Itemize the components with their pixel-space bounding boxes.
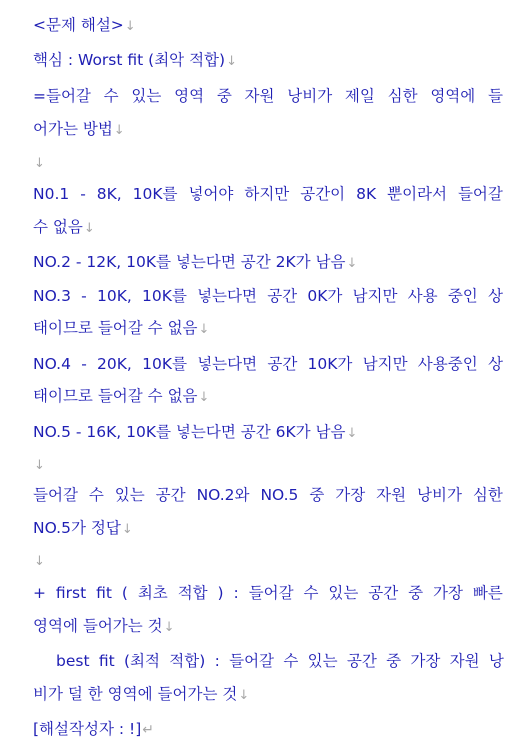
word: 넣어야 (188, 185, 234, 203)
text-line (33, 354, 503, 374)
word: 있는 (307, 652, 338, 670)
word: 0K가 (307, 287, 343, 305)
word: 자원 (449, 652, 480, 670)
word: 중 (386, 652, 402, 670)
empty-line (33, 152, 45, 174)
word: 가장 (432, 584, 463, 602)
word: 공간 (346, 652, 377, 670)
word: 10K를 (142, 355, 187, 373)
word: 제일 (344, 87, 375, 105)
text-line: 어가는 방법↓ (33, 120, 125, 138)
word: 들어갈 (33, 486, 78, 504)
word: 공간이 (300, 185, 346, 203)
word: - (81, 287, 87, 305)
word: - (80, 185, 86, 203)
word: 10K를 (132, 185, 178, 203)
paragraph-mark-icon: ↓ (121, 522, 133, 537)
word: 사용 (407, 287, 438, 305)
word: best (56, 652, 90, 670)
word: 영역 (174, 87, 205, 105)
word: 가장 (410, 652, 441, 670)
word: 뿐이라서 (387, 185, 447, 203)
word: 있는 (131, 87, 162, 105)
word: NO.5 (260, 486, 299, 504)
text-line (33, 485, 503, 505)
paragraph-mark-icon: ↓ (113, 123, 125, 138)
paragraph-mark-icon: ↓ (226, 54, 237, 69)
text-line (33, 286, 503, 306)
word: 중 (216, 87, 232, 105)
word: 하지만 (244, 185, 290, 203)
word: NO.4 (33, 355, 71, 373)
word: 중인 (447, 287, 478, 305)
paragraph-mark-icon: ↓ (198, 390, 210, 405)
word: ( (121, 584, 128, 602)
word: 수 (88, 486, 104, 504)
word: 공간 (267, 287, 298, 305)
word: =들어갈 (33, 87, 91, 105)
word: 심한 (387, 87, 418, 105)
word: (최적 (123, 652, 160, 670)
paragraph-mark-icon: ↓ (83, 221, 95, 236)
word: 있는 (114, 486, 145, 504)
word: 적합) (169, 652, 206, 670)
word: 공간 (368, 584, 399, 602)
text-line: NO.5 - 16K, 10K를 넣는다면 공간 6K가 남음↓ (33, 423, 358, 441)
word: 낭 (488, 652, 504, 670)
word: 넣는다면 (197, 287, 257, 305)
text-line: [해설작성자 : !]↵ (33, 720, 154, 738)
word: 들어갈 (248, 584, 294, 602)
word: 상 (487, 355, 503, 373)
word: 낭비가 (287, 87, 333, 105)
text-line: 핵심 : Worst fit (최악 적합)↓ (33, 51, 237, 69)
word: 있는 (328, 584, 359, 602)
word: 들 (488, 87, 503, 105)
word: ) (217, 584, 224, 602)
word: 공간 (155, 486, 186, 504)
word: N0.1 (33, 185, 70, 203)
end-of-document-mark-icon: ↵ (142, 722, 154, 738)
text-line (33, 86, 503, 106)
word: fit (98, 652, 115, 670)
word: 수 (103, 87, 119, 105)
word: 낭비가 (417, 486, 462, 504)
paragraph-mark-icon: ↓ (34, 458, 45, 473)
word: : (233, 584, 239, 602)
word: 자원 (376, 486, 407, 504)
word: 자원 (244, 87, 275, 105)
word: NO.2와 (196, 486, 250, 504)
word: 가장 (335, 486, 366, 504)
word: 10K, (96, 287, 132, 305)
text-line: NO.5가 정답↓ (33, 519, 133, 537)
paragraph-mark-icon: ↓ (346, 426, 358, 441)
text-line (33, 583, 503, 603)
empty-line (33, 454, 45, 476)
paragraph-mark-icon: ↓ (34, 554, 45, 569)
word: 20K, (97, 355, 132, 373)
text-line (56, 651, 504, 671)
paragraph-mark-icon: ↓ (346, 256, 358, 271)
word: 적합 (177, 584, 208, 602)
word: 8K (356, 185, 377, 203)
word: 심한 (472, 486, 503, 504)
word: 남지만 (352, 287, 398, 305)
text-line (33, 184, 503, 204)
word: 최초 (137, 584, 168, 602)
paragraph-mark-icon: ↓ (238, 688, 250, 703)
word: 중 (309, 486, 325, 504)
word: fit (96, 584, 112, 602)
word: 영역에 (430, 87, 476, 105)
word: first (55, 584, 87, 602)
word: 넣는다면 (197, 355, 258, 373)
empty-line (33, 550, 45, 572)
word: : (214, 652, 220, 670)
word: 중 (408, 584, 424, 602)
paragraph-mark-icon: ↓ (163, 620, 175, 635)
text-line: 수 없음↓ (33, 218, 95, 236)
word: 상 (487, 287, 503, 305)
word: 10K가 (307, 355, 353, 373)
word: NO.3 (33, 287, 71, 305)
word: 들어갈 (229, 652, 275, 670)
word: 8K, (96, 185, 122, 203)
word: 수 (303, 584, 319, 602)
word: 수 (283, 652, 299, 670)
word: 들어갈 (457, 185, 503, 203)
word: 빠른 (472, 584, 503, 602)
paragraph-mark-icon: ↓ (198, 322, 210, 337)
text-line: <문제 해설>↓ (33, 16, 136, 34)
word: 사용중인 (417, 355, 478, 373)
word: 남지만 (362, 355, 408, 373)
paragraph-mark-icon: ↓ (34, 156, 45, 171)
word: 10K를 (142, 287, 187, 305)
text-line: 영역에 들어가는 것↓ (33, 617, 175, 635)
paragraph-mark-icon: ↓ (124, 19, 136, 34)
word: 공간 (267, 355, 298, 373)
text-line: 비가 덜 한 영역에 들어가는 것↓ (33, 685, 250, 703)
text-line: 태이므로 들어갈 수 없음↓ (33, 387, 210, 405)
word: - (81, 355, 87, 373)
text-line: NO.2 - 12K, 10K를 넣는다면 공간 2K가 남음↓ (33, 253, 358, 271)
text-line: 태이므로 들어갈 수 없음↓ (33, 319, 210, 337)
word: + (33, 584, 46, 602)
